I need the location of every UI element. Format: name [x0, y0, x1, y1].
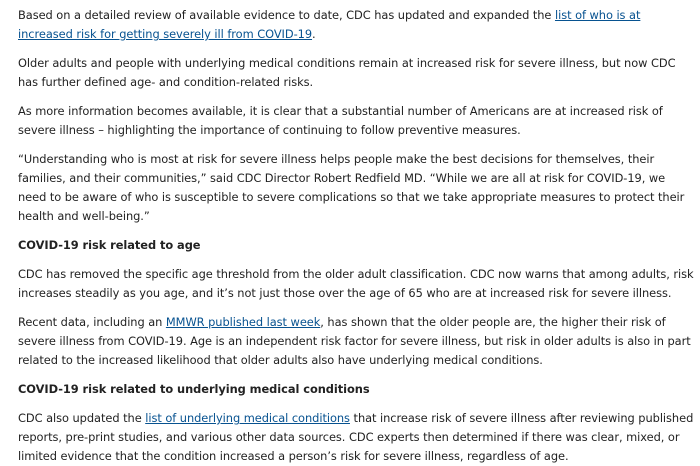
link-list-of-underlying-medical-conditions[interactable]: list of underlying medical conditions [145, 411, 350, 425]
link-who-is-at-increased-risk[interactable]: list of who is at increased risk for getting severely ill from COVID-19 [18, 8, 641, 41]
paragraph-age-threshold: CDC has removed the specific age threshold from the older adult classification. CDC now warns that among adults, risk increases steadily as you age, and it’s not just those over the age of 65 who are at increased risk for severe illness. [18, 267, 694, 300]
paragraph-intro-text: Based on a detailed review of available evidence to date, CDC has updated and expanded the [18, 8, 555, 22]
heading-risk-conditions: COVID-19 risk related to underlying medical conditions [18, 382, 370, 396]
heading-risk-age: COVID-19 risk related to age [18, 238, 201, 252]
paragraph-recent-data-end: , has shown that the older people are, the higher their risk of severe illness from COVID-19. Age is an independent risk factor for severe illness, but risk in older adults is also in part related to the increased likelihood that older adults also have underlying medical conditions. [18, 315, 691, 367]
paragraph-recent-data-text: Recent data, including an [18, 315, 166, 329]
paragraph-conditions-update-end: that increase risk of severe illness after reviewing published reports, pre-print studies, and various other data sources. CDC experts then determined if there was clear, mixed, or limited evidence that the condition increased a person’s risk for severe illness, regardless of age. [18, 411, 694, 463]
link-mmwr-published-last-week[interactable]: MMWR published last week [165, 315, 321, 329]
paragraph-director-quote: “Understanding who is most at risk for severe illness helps people make the best decisions for themselves, their families, and their communities,” said CDC Director Robert Redfield MD. “While we are all at risk for COVID-19, we need to be aware of who is susceptible to severe complications so that we take appropriate measures to protect their health and well-being.” [18, 152, 685, 223]
paragraph-intro-end: . [312, 27, 316, 41]
paragraph-conditions-update-text: CDC also updated the [18, 411, 146, 425]
paragraph-recent-data [18, 313, 694, 370]
paragraph-more-information: As more information becomes available, it is clear that a substantial number of Americans are at increased risk of severe illness – highlighting the importance of continuing to follow preventive measures. [18, 104, 663, 137]
paragraph-intro [18, 6, 694, 44]
paragraph-older-adults: Older adults and people with underlying medical conditions remain at increased risk for severe illness, but now CDC has further defined age- and condition-related risks. [18, 56, 676, 89]
paragraph-conditions-update [18, 409, 694, 466]
